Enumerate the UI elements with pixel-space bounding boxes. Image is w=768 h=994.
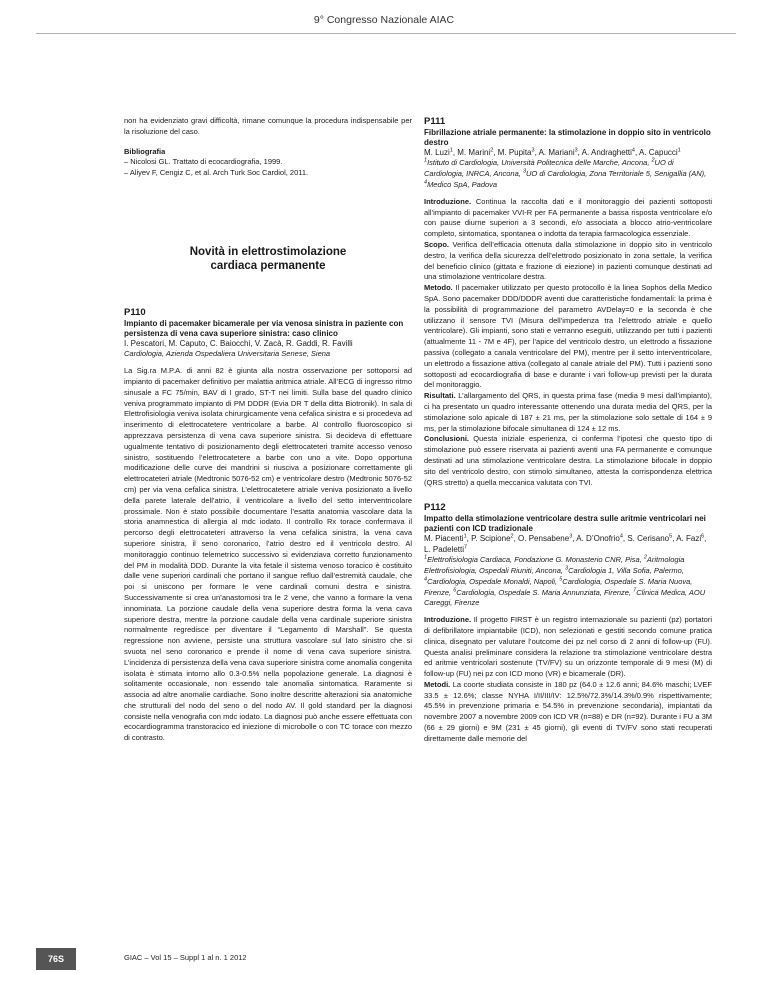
body-p110: La Sig.ra M.P.A. di anni 82 è giunta alla nostra osservazione per sottoporsi ad impianto di pacemaker definitivo per malattia aritmica atriale. All’ECG di ingresso ritmo sinusale a FC 75/min, BAV di I grado, ST-T nei limiti. Sulla base del quadro clinico veniva programmato impianto di PM DDDR (Evia DR T della ditta Biotronik). In sala di Elettrofisiologia veniva isolata chirurgicamente vena cefalica sinistra e si procedeva ad inserimento di elettrocatetere ventricolare a barbe. Al controllo fluoroscopico si apprezzava persistenza di vena cava superiore sinistra. Si decideva di effettuare ugualmente tentativo di posizionamento degli elettrocateteri tramite accesso venoso sinistro, sostituendo l’elettrocatetere a barbe con uno a vite. Dopo opportuna modificazione delle curve dei mandrini si riusciva a posizionare correttamente gli elettrocateteri atriale (Medtronic 5076-52 cm) e ventricolare destro (Medtronic 5076-52 cm) per via vena cefalica sinistra. L’elettrocatetere atriale veniva posizionato a livello della parete laterale dell’atrio, il ventricolare a livello del setto interventricolare prossimale. Non è stato possibile documentare l’esatta anatomia vascolare data la storia anamnestica di allergia al mdc iodato. Il controllo Rx torace confermava il percorso degli elettrocateteri attraverso la vena cefalica sinistra, la vena cava superiore sinistra, il seno coronarico, l’atrio destro ed il ventricolo destro. Al monitoraggio continuo telemetrico successivo si evidenziava corretto funzionamento del PM in modalità DDD. Durante la vita fetale il sistema venoso toracico è costituito dalle vene superiori cardinali che portano il sangue refluo dall’estremità caudale, che poi si uniscono per formare le vene cardinali comuni destra e sinistra. Successivamente si crea un’anastomosi tra le 2 vene, che vanno a formare la vena innominata. La porzione caudale della vena superiore destra forma la vena cava superiore destra, mentre la porzione caudale della vena cardinale superiore sinistra normalmente regredisce per diventare il “Legamento di Marshall”. Se questa regressione non avviene, persiste una struttura vascolare sul lato sinistro che si svuota nel seno coronarico e prende il nome di vena cava superiore sinistra. L’incidenza di persistenza della vena cava superiore sinistra come anomalia congenita isolata è stimata intorno allo 0.3-0.5% nella popolazione generale. La diagnosi è solitamente occasionale, non essendo tale anomalia sintomatica. Raramente si associa ad altre anomalie cardiache. Sono inoltre descritte alterazioni sia anatomiche che strutturali del nodo del seno o del nodo AV. Il gold standard per la diagnosi consiste nella venografia con mdc iodato. La diagnosi può anche essere effettuata con ecocardiogramma transtoracico ed iniezione di microbolle o con TC torace con mezzo di contrasto.: [124, 366, 412, 743]
abstract-id-p110: P110: [124, 306, 146, 318]
right-column: [424, 116, 712, 745]
authors-p111: M. Luzi$^1$, M. Marini$^2$, M. Pupita$^3$, A. Mariani$^3$, A. Andraghetti$^4$, A. Capucci$^1$: [424, 147, 681, 157]
scope-p111: Scopo. Verifica dell’efficacia ottenuta dalla stimolazione in doppio sito in ventricolo destro, la verifica della sicurezza dell’elettrodo posizionato in zona settale, la verifica del beneficio clinico (gittata e frazione di eiezione) in pazienti comunque destinati ad una stimolazione ventricolare destra.: [424, 239, 712, 282]
abstract-title-p112: Impatto della stimolazione ventricolare destra sulle aritmie ventricolari nei pazienti con ICD tradizionale: [424, 514, 706, 534]
section-title-line-1: Novità in elettrostimolazione: [189, 245, 347, 258]
affiliation-p111: $^1$Istituto di Cardiologia, Università Politecnica delle Marche, Ancona, $^2$UO di Cardiologia, INRCA, Ancona, $^3$UO di Cardiologia, Zona Territoriale 5, Senigallia (AN), $^4$Medico SpA, Padova: [424, 157, 707, 189]
affiliation-p112: $^1$Elettrofisiologia Cardiaca, Fondazione G. Monasterio CNR, Pisa, $^2$Aritmologia Elettrofisiologia, Ospedali Riuniti, Ancona, $^3$Cardiologia 1, Villa Sofia, Palermo, $^4$Cardiologia, Ospedale Monaldi, Napoli, $^5$Cardiologia, Ospedale S. Maria Nuova, Firenze, $^6$Cardiologia, Ospedale S. Maria Annunziata, Firenze, $^7$Clinica Medica, AOU Careggi, Firenze: [424, 554, 706, 608]
abstract-title-p110: Impianto di pacemaker bicamerale per via venosa sinistra in paziente con persistenza di vena cava superiore sinistra: caso clinico: [124, 318, 404, 338]
reference-2: – Aliyev F, Cengiz C, et al. Arch Turk Soc Cardiol, 2011.: [124, 168, 309, 178]
running-head: 9° Congresso Nazionale AIAC: [313, 14, 455, 26]
results-p111: Risultati. L’allargamento del QRS, in questa prima fase (media 9 mesi dall’impianto), ci ha presentato un quadro interessante ottenendo una durata media del QRS, per la stimolazione solo apicale di 187 ± 21 ms, per la stimolazione solo settale di 164 ± 9 ms, per la stimolazione bifocale simultanea di 124 ± 12 ms.: [424, 391, 712, 433]
conclusions-p111: Conclusioni. Questa iniziale esperienza, ci conferma l’ipotesi che questo tipo di stimolazione può essere riservata ai pazienti aventi una FA permanente e comunque destinati ad una stimolazione ventricolare destra. La stimolazione bifocale in doppio sito del ventricolo destro, con stimolo simultaneo, attesta la corrispondenza elettrica (QRS stretto) a quella meccanica valutata con TVI.: [424, 434, 712, 487]
left-column: [124, 116, 412, 744]
journal-footer: GIAC – Vol 15 – Suppl 1 al n. 1 2012: [124, 953, 247, 962]
authors-p110: I. Pescatori, M. Caputo, C. Baiocchi, V. Zacà, R. Gaddi, R. Favilli: [124, 338, 353, 348]
intro-p111: Introduzione. Continua la raccolta dati e il monitoraggio dei pazienti sottoposti all’impianto di pacemaker VVI-R per FA permanente a bassa risposta ventricolare e/o con pause diurne superiori a 3 secondi, e/o associata a blocco atrio-ventricolare completo, sintomatica, spontanea o indotta da terapia farmacologica essenziale.: [424, 196, 712, 239]
page-number: 76S: [36, 948, 76, 970]
section-title: [124, 245, 412, 273]
section-title-line-2: cardiaca permanente: [210, 259, 326, 272]
affiliation-p110: Cardiologia, Azienda Ospedaliera Universitaria Senese, Siena: [124, 349, 331, 359]
bibliography-heading: Bibliografia: [124, 146, 166, 156]
intro-paragraph: non ha evidenziato gravi difficoltà, rimane comunque la procedura indispensabile per la risoluzione del caso.: [124, 116, 412, 136]
abstract-id-p112: P112: [424, 502, 446, 514]
reference-1: – Nicolosi GL. Trattato di ecocardiografia, 1999.: [124, 157, 283, 167]
method-p111: Metodo. Il pacemaker utilizzato per questo protocollo è la linea Sophos della Medico SpA. Sono pacemaker DDD/DDDR aventi due caratteristiche fondamentali: la prima è la possibilità di programmazione del parametro AVDelay=0 e la seconda è che utilizzano il sensore TVI (Misura dell’impedenza tra l’elettrodo atriale e quello ventricolare). Gli impianti, sono stati e verranno eseguiti, utilizzando per tutti i pazienti (attualmente 11 - 7M e 4F), per l’apice del ventricolo destro, un elettrodo a fissazione passiva (collegato a canala ventricolare del PM), mentre per il setto interventricolare, un elettrodo a fissazione attiva (collegato al canale atriale del PM). Tutti i pazienti sono sottoposti ad ecocardiografia di base e durante i vari follow-up previsti per la durata del monitoraggio.: [424, 283, 712, 390]
authors-p112: M. Piacenti$^1$, P. Scipione$^2$, O. Pensabene$^3$, A. D’Onofrio$^4$, S. Cerisano$^5$, A. Fazi$^6$, L. Padeletti$^7$: [424, 533, 707, 554]
intro-p112: Introduzione. Il progetto FIRST è un registro internazionale su pazienti (pz) portatori di defibrillatore impiantabile (ICD), non selezionati e gestiti secondo comune pratica clinica, disegnato per valutare l’outcome dei pz nel corso di 2 anni di follow-up (FU). Questa analisi preliminare considera la relazione tra stimolazione ventricolare destra ed aritmie ventricolari sostenute (TV/FV) su un orizzonte temporale di 9 mesi (M) di follow-up (FU) nei pz con ICD mono (VR) e bicamerale (DR).: [424, 615, 712, 679]
abstract-title-p111: Fibrillazione atriale permanente: la stimolazione in doppio sito in ventricolo destro: [424, 128, 711, 147]
method-p112: Metodi. La coorte studiata consiste in 180 pz (64.0 ± 12.6 anni; 84.6% maschi; LVEF 33.5 ± 12.6%; classe NYHA I/II/III/IV: 12.5%/72.3%/14.3%/0.9% rispettivamente; 45.5% in prevenzione primaria e 54.5% in prevenzione secondaria), impiantati da novembre 2007 a novembre 2009 con ICD VR (n=88) e DR (n=92). Durante i FU a 3M (66 ± 29 giorni) e 9M (231 ± 45 giorni), gli eventi di TV/FV sono stati recuperati direttamente dalle memorie del: [424, 679, 712, 743]
abstract-id-p111: P111: [424, 116, 446, 127]
header-rule: [36, 33, 736, 34]
